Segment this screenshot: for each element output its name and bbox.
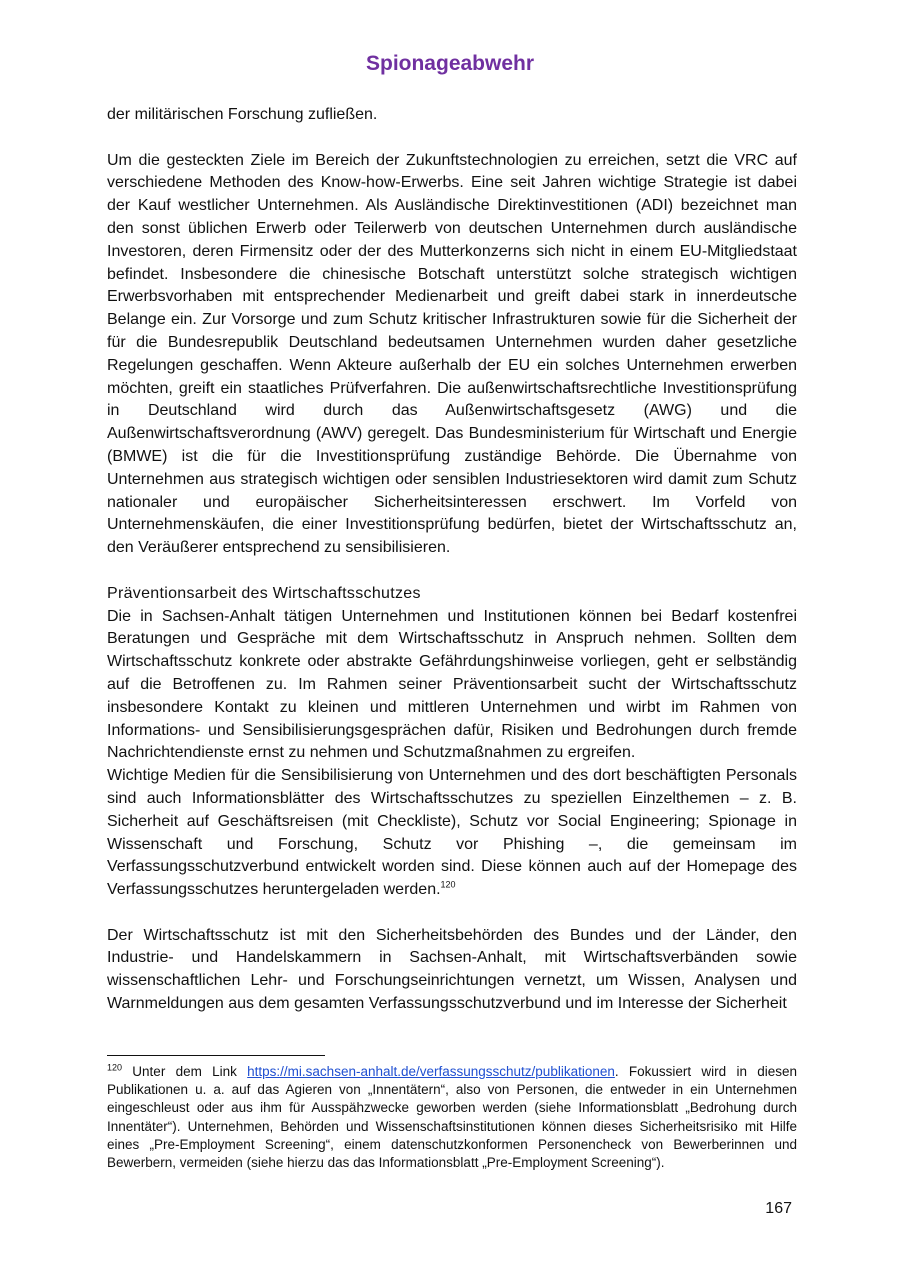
footnote-link[interactable]: https://mi.sachsen-anhalt.de/verfassungsschutz/publikationen (247, 1064, 615, 1079)
footnote-120 (107, 1063, 797, 1172)
paragraph-investment: Um die gesteckten Ziele im Bereich der Zukunftstechnologien zu erreichen, setzt die VRC auf verschiedene Methoden des Know-how-Erwerbs. Eine seit Jahren wichtige Strategie ist dabei der Kauf westlicher Unternehmen. Als Ausländische Direktinvestitionen (ADI) bezeichnet man den sonst üblichen Erwerb oder Teilerwerb von deutschen Unternehmen durch ausländische Investoren, deren Firmensitz oder der des Mutterkonzerns sich nicht in einem EU-Mitgliedstaat befindet. Insbesondere die chinesische Botschaft unterstützt solche strategisch wichtigen Erwerbsvorhaben mit entsprechender Medienarbeit und greift dabei stark in innerdeutsche Belange ein. Zur Vorsorge und zum Schutz kritischer Infrastrukturen sowie für die Sicherheit der für die Bundesrepublik Deutschland bedeutsamen Unternehmen wurden daher gesetzliche Regelungen geschaffen. Wenn Akteure außerhalb der EU ein solches Unternehmen erwerben möchten, greift ein staatliches Prüfverfahren. Die außenwirtschaftsrechtliche Investitionsprüfung in Deutschland wird durch das Außenwirtschaftsgesetz (AWG) und die Außenwirtschaftsverordnung (AWV) geregelt. Das Bundesministerium für Wirtschaft und Energie (BMWE) ist die für die Investitionsprüfung zuständige Behörde. Die Übernahme von Unternehmen aus strategisch wichtigen oder sensiblen Industriesektoren wird damit zum Schutz nationaler und europäischer Sicherheitsinteressen erschwert. Im Vorfeld von Unternehmenskäufen, die einer Investitionsprüfung bedürfen, bietet der Wirtschaftsschutz an, den Veräußerer entsprechend zu sensibilisieren. (107, 151, 797, 557)
footnote-text: . Fokussiert wird in diesen Publikationen u. a. auf das Agieren von „Innentätern“, also von Personen, die entweder in ein Unternehmen eingeschleust oder aus ihm für Ausspähzwecke geworben werden (siehe Informationsblatt „Bedrohung durch Innentäter“). Unternehmen, Behörden und Wissenschaftsinstitutionen können dieses Sicherheitsrisiko mit Hilfe eines „Pre-Employment Screening“, einem datenschutzkonformen Personencheck von Bewerberinnen und Bewerbern, vermeiden (siehe hierzu das das Informationsblatt „Pre-Employment Screening“). (107, 1064, 798, 1171)
footnote-reference[interactable]: 120 (440, 879, 456, 890)
page-number: 167 (765, 1200, 792, 1217)
footnote-number: 120 (107, 1062, 123, 1073)
footnote-prefix: Unter dem Link (122, 1064, 248, 1079)
paragraph-continuation: der militärischen Forschung zufließen. (107, 106, 378, 123)
section-heading: Präventionsarbeit des Wirtschaftsschutzes (107, 584, 421, 602)
paragraph-spacer (107, 560, 797, 583)
paragraph-media (107, 765, 797, 902)
paragraph-media-text: Wichtige Medien für die Sensibilisierung von Unternehmen und des dort beschäftigten Personals sind auch Informationsblätter des Wirtschaftsschutzes zu speziellen Einzelthemen – z. B. Sicherheit auf Geschäftsreisen (mit Checkliste), Schutz vor Social Engineering; Spionage in Wissenschaft und Forschung, Schutz vor Phishing –, die gemeinsam im Verfassungsschutzverbund entwickelt worden sind. Diese können auch auf der Homepage des Verfassungsschutzes heruntergeladen werden. (107, 767, 797, 899)
page-title: Spionageabwehr (365, 52, 535, 75)
paragraph-network: Der Wirtschaftsschutz ist mit den Sicherheitsbehörden des Bundes und der Länder, den Industrie- und Handelskammern in Sachsen-Anhalt, mit Wirtschaftsverbänden sowie wissenschaftlichen Lehr- und Forschungseinrichtungen vernetzt, um Wissen, Analysen und Warnmeldungen aus dem gesamten Verfassungsschutzverbund und im Interesse der Sicherheit (107, 926, 797, 1013)
paragraph-spacer (107, 127, 797, 150)
paragraph-prevention: Die in Sachsen-Anhalt tätigen Unternehmen und Institutionen können bei Bedarf kostenfrei Beratungen und Gespräche mit dem Wirtschaftsschutz in Anspruch nehmen. Sollten dem Wirtschaftsschutz konkrete oder abstrakte Gefährdungshinweise vorliegen, geht er selbständig auf die Betroffenen zu. Im Rahmen seiner Präventionsarbeit sucht der Wirtschaftsschutz insbesondere Kontakt zu kleinen und mittleren Unternehmen und wirbt im Rahmen von Informations- und Sensibilisierungsgesprächen dafür, Risiken und Bedrohungen durch fremde Nachrichtendienste ernst zu nehmen und Schutzmaßnahmen zu ergreifen. (107, 607, 797, 762)
document-body (107, 104, 797, 1016)
footnote-divider (107, 1055, 325, 1056)
paragraph-spacer (107, 902, 797, 925)
